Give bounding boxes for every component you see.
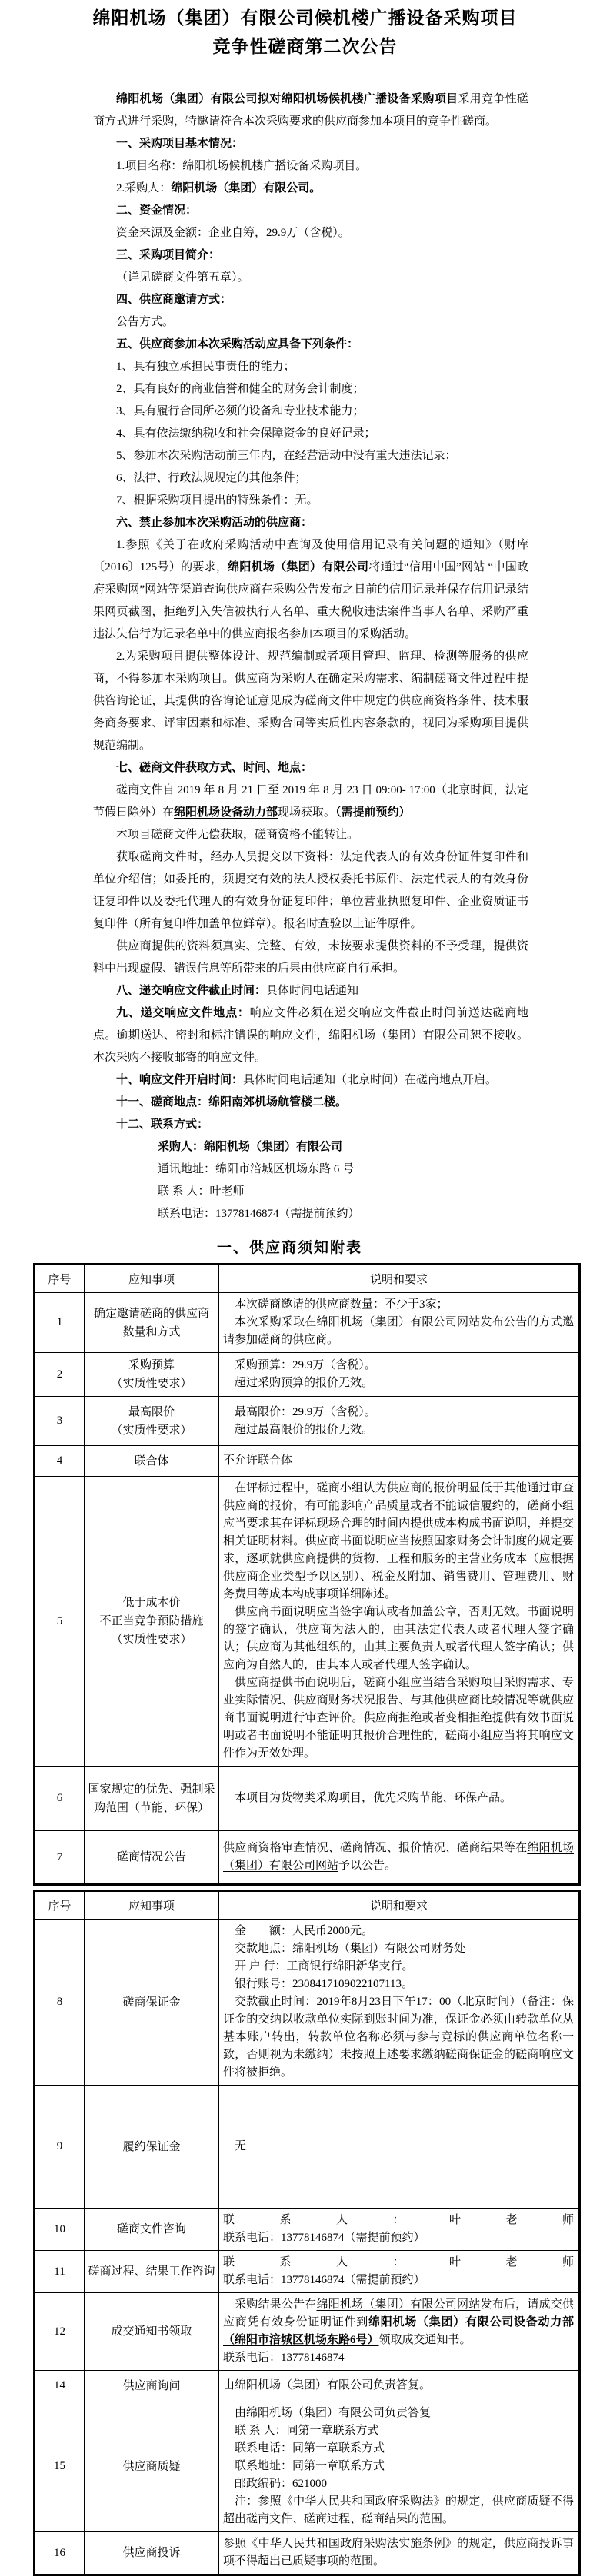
row-description — [219, 1446, 580, 1477]
text-run: 三、采购项目简介： — [116, 249, 221, 261]
cell-paragraph — [223, 1452, 574, 1470]
cell-paragraph — [223, 2405, 574, 2422]
doc-body — [93, 88, 528, 1225]
cell-paragraph — [223, 1940, 574, 1958]
text-run: 绵阳机场（集团）有限公司网站 — [316, 2298, 481, 2311]
paragraph — [93, 534, 528, 646]
row-item — [85, 2293, 219, 2371]
text-run: 联系人：叶老师 — [223, 2214, 574, 2226]
text-run: 领取成交通知书。 — [378, 2334, 472, 2346]
cell-paragraph — [223, 1480, 574, 1604]
paragraph — [93, 356, 528, 378]
text-run: 供应商资格审查情况、磋商情况、报价情况、磋商结果等在 — [223, 1842, 528, 1854]
text-run: 银行账号：2308417109022107113。 — [235, 1978, 413, 1990]
text-run: 数量和方式 — [122, 1325, 181, 1338]
text-run: 成交通知书领取 — [111, 2325, 192, 2338]
paragraph — [93, 222, 528, 244]
text-run: 1.参照《关于在政府采购活动中查询及使用信用记录有关问题的通知》（财库〔2016〕125号）的要求， — [93, 539, 528, 573]
paragraph — [93, 846, 528, 936]
section-heading — [93, 244, 528, 267]
table-row — [35, 2209, 580, 2251]
row-description — [219, 2293, 580, 2371]
suppliers-notice-table-2 — [33, 1890, 581, 2576]
text-run: 供应商询问 — [122, 2379, 181, 2392]
table-row — [35, 1446, 580, 1477]
text-run: 联系电话：13778146874（需提前预约） — [158, 1208, 360, 1220]
text-run: 绵阳机场（集团）有限公司。 — [171, 182, 322, 194]
section-heading — [93, 512, 528, 534]
text-run: 2、具有良好的商业信誉和健全的财务会计制度； — [116, 383, 365, 395]
row-item — [85, 2209, 219, 2251]
row-item — [85, 1920, 219, 2086]
paragraph — [93, 401, 528, 423]
suppliers-notice-table-1 — [33, 1263, 581, 1886]
text-run: 具体时间电话通知（北京时间）在磋商地点开启。 — [243, 1074, 498, 1086]
text-run: 联系地址：同第一章联系方式 — [235, 2460, 385, 2472]
text-run: 采购结果公告在 — [235, 2298, 317, 2311]
row-number: 8 — [35, 1920, 85, 2086]
text-run: 绵阳机场（集团）有限公司设备动力部（绵阳市涪城区机场东路6号） — [223, 2316, 574, 2346]
text-run: 注：参照《中华人民共和国政府采购法》的规定，供应商质疑不得超出磋商文件、磋商过程、磋商结果的范围。 — [223, 2495, 574, 2525]
paragraph — [93, 267, 528, 289]
row-item — [85, 2401, 219, 2532]
text-run: 采购预算：29.9万（含税）。 — [235, 1359, 376, 1371]
text-run: 6、法律、行政法规规定的其他条件； — [116, 472, 307, 484]
row-number: 12 — [35, 2293, 85, 2371]
paragraph — [93, 646, 528, 757]
text-run: 最高限价 — [128, 1405, 175, 1418]
text-run: 2.为采购项目提供整体设计、规范编制或者项目管理、监理、检测等服务的供应商，不得参加本采购项目。供应商为采购人在确定采购需求、编制磋商文件过程中提供咨询论证，其提供的咨询论证意见成为磋商文件中规定的供应商资格条件、技术服务商务要求、评审因素和标准、采购合同等实质性内容条款的，视同为采购项目提供规范编制。 — [93, 650, 528, 752]
text-run: 一、采购项目基本情况： — [116, 138, 244, 150]
table-row — [35, 1767, 580, 1831]
text-run: 联合体 — [134, 1454, 169, 1467]
cell-paragraph — [223, 1604, 574, 1674]
text-run: 现场获取。 — [278, 806, 336, 819]
row-item — [85, 1353, 219, 1397]
paragraph — [93, 490, 528, 512]
table-row — [35, 1831, 580, 1885]
doc-title-line2: 竞争性磋商第二次公告 — [212, 37, 398, 56]
cell-paragraph — [223, 2254, 574, 2289]
table-row — [35, 2251, 580, 2293]
text-run: 1、具有独立承担民事责任的能力； — [116, 361, 295, 373]
column-header: 应知事项 — [85, 1265, 219, 1293]
paragraph — [93, 1136, 528, 1158]
text-run: 联 系 人：叶老师 — [158, 1185, 245, 1198]
cell-paragraph — [223, 1840, 574, 1875]
row-item — [85, 1397, 219, 1446]
row-item — [85, 2086, 219, 2209]
text-run: 交款地点：绵阳机场（集团）有限公司财务处 — [235, 1943, 466, 1955]
text-run: 联系电话：13778146874 — [223, 2352, 345, 2364]
text-run: 十、响应文件开启时间： — [116, 1074, 244, 1086]
text-run: 绵阳机场（集团）有限公司网站发布公告 — [316, 1316, 528, 1328]
paragraph — [93, 1114, 528, 1136]
paragraph — [93, 445, 528, 467]
text-run: 无 — [235, 2140, 247, 2152]
text-run: 十二、联系方式： — [116, 1118, 209, 1131]
section-heading — [93, 334, 528, 356]
row-description — [219, 1353, 580, 1397]
row-number: 11 — [35, 2251, 85, 2293]
text-run — [574, 2214, 610, 2226]
text-run — [574, 2256, 610, 2269]
row-description — [219, 2209, 580, 2251]
row-description — [219, 1397, 580, 1446]
text-run: （实质性要求） — [111, 1634, 192, 1646]
section-heading — [93, 133, 528, 155]
paragraph — [93, 1203, 528, 1225]
row-number: 5 — [35, 1477, 85, 1767]
row-item — [85, 2371, 219, 2401]
text-run: 4、具有依法缴纳税收和社会保障资金的良好记录； — [116, 427, 376, 440]
cell-paragraph — [223, 2440, 574, 2458]
text-run: 磋商情况公告 — [116, 1851, 186, 1863]
row-description — [219, 1477, 580, 1767]
text-run: 二、资金情况： — [116, 204, 198, 217]
row-number: 6 — [35, 1767, 85, 1831]
row-number: 16 — [35, 2532, 85, 2575]
text-run: 超过最高限价的报价无效。 — [235, 1423, 374, 1436]
paragraph — [93, 467, 528, 490]
text-run: 由绵阳机场（集团）有限公司负责答复。 — [223, 2379, 432, 2392]
row-number: 7 — [35, 1831, 85, 1885]
text-run: 邮政编码：621000 — [235, 2478, 328, 2490]
table-title: 一、供应商须知附表 — [216, 1240, 362, 1256]
cell-paragraph — [223, 2475, 574, 2493]
paragraph — [93, 1069, 528, 1092]
text-run: 磋商文件自 2019 年 8 月 21 日至 2019 年 8 月 23 日 09:00- 17:00（北京时间，法定节假日除外）在 — [93, 784, 528, 819]
row-number: 14 — [35, 2371, 85, 2401]
text-run: 磋商过程、结果工作咨询 — [88, 2265, 215, 2278]
table-row — [35, 1293, 580, 1353]
cell-paragraph — [223, 1993, 574, 2082]
text-run: 五、供应商参加本次采购活动应具备下列条件： — [116, 338, 359, 351]
row-description — [219, 1920, 580, 2086]
paragraph — [93, 824, 528, 846]
text-run: 国家规定的优先、强制采购范围（节能、环保） — [88, 1783, 215, 1814]
text-run: 具体时间电话通知 — [266, 985, 359, 997]
row-number: 15 — [35, 2401, 85, 2532]
text-run: 联 系 人：同第一章联系方式 — [235, 2425, 379, 2437]
text-run: 通讯地址：绵阳市涪城区机场东路 6 号 — [158, 1163, 355, 1175]
table-header-row — [35, 1265, 580, 1293]
row-number: 3 — [35, 1397, 85, 1446]
text-run: （实质性要求） — [111, 1424, 192, 1437]
text-run: 联系电话：13778146874（需提前预约） — [223, 2232, 425, 2244]
text-run: 采购人：绵阳机场（集团）有限公司 — [158, 1141, 343, 1153]
paragraph — [93, 88, 528, 133]
row-number: 1 — [35, 1293, 85, 1353]
paragraph — [93, 311, 528, 334]
row-item — [85, 1293, 219, 1353]
doc-title-line1: 绵阳机场（集团）有限公司候机楼广播设备采购项目 — [92, 8, 518, 28]
text-run: 十一、磋商地点：绵阳南郊机场航管楼二楼。 — [116, 1096, 348, 1109]
cell-paragraph — [223, 1357, 574, 1374]
text-run: 绵阳机场（集团）有限公司 — [228, 561, 369, 573]
text-run: 供应商提供的资料须真实、完整、有效，未按要求提供资料的不予受理，提供资料中出现虚假、错误信息等所带来的后果由供应商自行承担。 — [93, 940, 528, 975]
cell-paragraph — [223, 1923, 574, 1940]
column-header: 说明和要求 — [219, 1265, 580, 1293]
text-run: 低于成本价 — [122, 1597, 181, 1609]
table-row — [35, 2293, 580, 2371]
text-run: 发布后，请成交供应商凭有效身份证明证件到 — [223, 2298, 574, 2328]
cell-paragraph — [223, 1374, 574, 1392]
table-row — [35, 1397, 580, 1446]
row-description — [219, 2251, 580, 2293]
text-run: 磋商文件咨询 — [116, 2223, 186, 2235]
paragraph — [93, 936, 528, 980]
text-run: 本次采购采取在 — [235, 1316, 317, 1328]
cell-paragraph — [223, 2377, 574, 2395]
text-run: （详见磋商文件第五章）。 — [116, 271, 249, 284]
table-row — [35, 1353, 580, 1397]
row-item — [85, 1477, 219, 1767]
text-run: 交款截止时间：2019年8月23日下午17：00（北京时间）（备注：保证金的交纳以收款单位实际到账时间为准，保证金必须由转款单位从基本账户转出，转款单位名称必须与参与竞标的供应商单位名称一致，否则视为未缴纳）未按照上述要求缴纳磋商保证金的磋商响应文件将被拒绝。 — [223, 1996, 574, 2079]
text-run: 5、参加本次采购活动前三年内，在经营活动中没有重大违法记录； — [116, 450, 457, 462]
row-description — [219, 2401, 580, 2532]
cell-paragraph — [223, 2296, 574, 2349]
row-description — [219, 1831, 580, 1885]
paragraph — [93, 980, 528, 1002]
paragraph — [93, 1092, 528, 1114]
text-run: 响应文件必须在递交响应文件截止时间前送达磋商地点。逾期送达、密封和标注错误的响应文件，绵阳机场（集团）有限公司恕不接收。本次采购不接收邮寄的响应文件。 — [93, 1007, 528, 1064]
row-item — [85, 2251, 219, 2293]
cell-paragraph — [223, 1976, 574, 1993]
cell-paragraph — [223, 2349, 574, 2367]
paragraph — [93, 155, 528, 178]
text-run: 2.采购人： — [116, 182, 172, 194]
cell-paragraph — [223, 1790, 574, 1807]
table-header-row — [35, 1891, 580, 1920]
text-run: 联系电话：同第一章联系方式 — [235, 2442, 385, 2455]
cell-paragraph — [223, 2493, 574, 2528]
row-item — [85, 1446, 219, 1477]
text-run: 予以公告。 — [338, 1860, 397, 1872]
text-run: 联系人：叶老师 — [223, 2256, 574, 2269]
table-row — [35, 2371, 580, 2401]
table-row — [35, 1920, 580, 2086]
row-item — [85, 1767, 219, 1831]
row-item — [85, 1831, 219, 1885]
cell-paragraph — [223, 1674, 574, 1763]
table-row — [35, 2401, 580, 2532]
column-header: 应知事项 — [85, 1891, 219, 1920]
text-run: （实质性要求） — [111, 1378, 192, 1390]
text-run: 供应商书面说明应当签字确认或者加盖公章，否则无效。书面说明的签字确认，供应商为法人的，由其法定代表人或者代理人签字确认；供应商为其他组织的，由其主要负责人或者代理人签字确认；供应商为自然人的，由其本人或者代理人签字确认。 — [223, 1606, 574, 1671]
cell-paragraph — [223, 1314, 574, 1349]
row-description — [219, 2371, 580, 2401]
text-run: 本项目为货物类采购项目，优先采购节能、环保产品。 — [235, 1792, 512, 1804]
text-run: 将通过“信用中国”网站 “中国政府采购网”网站等渠道查询供应商在采购公告发布之日前的信用记录并保存信用记录结果网页截图，拒绝列入失信被执行人名单、重大税收违法案件当事人名单、采购严重违法失信行为记录名单中的供应商报名参加本项目的采购活动。 — [93, 561, 528, 640]
text-run: （需提前预约） — [335, 806, 411, 819]
text-run: 由绵阳机场（集团）有限公司负责答复 — [235, 2407, 432, 2419]
table-row — [35, 2086, 580, 2209]
text-run: 本项目磋商文件无偿获取，磋商资格不能转让。 — [116, 829, 359, 841]
text-run: 最高限价：29.9万（含税）。 — [235, 1405, 376, 1418]
text-run: 供应商投诉 — [122, 2547, 181, 2559]
row-number: 4 — [35, 1446, 85, 1477]
text-run: 联系电话：13778146874（需提前预约） — [223, 2274, 425, 2286]
column-header: 说明和要求 — [219, 1891, 580, 1920]
row-item — [85, 2532, 219, 2575]
text-run: 资金来源及金额：企业自筹，29.9万（含税）。 — [116, 227, 350, 239]
paragraph — [93, 1002, 528, 1069]
table-row — [35, 1477, 580, 1767]
cell-paragraph — [223, 2212, 574, 2247]
cell-paragraph — [223, 2458, 574, 2475]
text-run: 采用竞争性磋商方式进行采购，特邀请符合本次采购要求的供应商参加本项目的竞争性磋商。 — [93, 93, 528, 128]
text-run: 绵阳机场（集团）有限公司网站 — [223, 1842, 574, 1872]
text-run: 超过采购预算的报价无效。 — [235, 1377, 374, 1389]
text-run: 八、递交响应文件截止时间： — [116, 985, 267, 997]
text-run: 供应商提供书面说明后，磋商小组应当结合采购项目采购需求、专业实际情况、供应商财务状况报告、与其他供应商比较情况等就供应商书面说明进行审查评价。供应商拒绝或者变相拒绝提供有效书面说明或者书面说明不能证明其报价合理性的，磋商小组应当将其响应文件作为无效处理。 — [223, 1677, 574, 1760]
text-run: 获取磋商文件时，经办人员提交以下资料：法定代表人的有效身份证件复印件和单位介绍信；如委托的，须提交有效的法人授权委托书原件、法定代表人的有效身份证复印件以及委托代理人的有效身份证复印件；单位营业执照复印件、企业资质证书复印件（所有复印件加盖单位鲜章）。报名时查验以上证件原件。 — [93, 851, 528, 930]
column-header: 序号 — [35, 1891, 85, 1920]
row-number: 9 — [35, 2086, 85, 2209]
row-description — [219, 1293, 580, 1353]
section-heading — [93, 757, 528, 779]
section-heading — [93, 289, 528, 311]
text-run: 九、递交响应文件地点： — [116, 1007, 250, 1019]
paragraph — [93, 779, 528, 824]
text-run: 采购预算 — [128, 1359, 175, 1371]
paragraph — [93, 378, 528, 401]
text-run: 在评标过程中，磋商小组认为供应商的报价明显低于其他通过审查供应商的报价，有可能影响产品质量或者不能诚信履约的，磋商小组应当要求其在评标现场合理的时间内提供成本构成书面说明，并提交相关证明材料。供应商书面说明应当按照国家财务会计制度的规定要求，逐项就供应商提供的货物、工程和服务的主营业务成本（应根据供应商企业类型予以区别）、税金及附加、销售费用、管理费用、财务费用等成本构成事项详细陈述。 — [223, 1482, 574, 1600]
cell-paragraph — [223, 1296, 574, 1314]
text-run: 磋商保证金 — [122, 1996, 181, 2009]
text-run: 确定邀请磋商的供应商 — [93, 1307, 209, 1320]
row-number: 2 — [35, 1353, 85, 1397]
text-run: 不允许联合体 — [223, 1454, 293, 1467]
cell-paragraph — [223, 2138, 574, 2156]
paragraph — [93, 1181, 528, 1203]
paragraph — [93, 423, 528, 445]
cell-paragraph — [223, 2422, 574, 2440]
text-run: 不正当竞争预防措施 — [99, 1615, 204, 1627]
cell-paragraph — [223, 1404, 574, 1421]
text-run: 7、根据采购项目提出的特殊条件：无。 — [116, 494, 318, 507]
text-run: 绵阳机场候机楼广播设备采购项目 — [281, 93, 458, 105]
text-run: 四、供应商邀请方式： — [116, 294, 232, 306]
text-run: 公告方式。 — [116, 316, 175, 328]
text-run: 履约保证金 — [122, 2140, 181, 2153]
paragraph — [93, 1158, 528, 1181]
text-run: 的方式邀请参加磋商的供应商。 — [223, 1316, 574, 1346]
row-description — [219, 2532, 580, 2575]
text-run: 拟对 — [257, 93, 282, 105]
row-description — [219, 1767, 580, 1831]
text-run: 开 户 行：工商银行绵阳新华支行。 — [235, 1960, 414, 1973]
section-heading — [93, 200, 528, 222]
paragraph — [93, 178, 528, 200]
row-description — [219, 2086, 580, 2209]
text-run: 3、具有履行合同所必须的设备和专业技术能力； — [116, 405, 365, 417]
cell-paragraph — [223, 1958, 574, 1976]
text-run: 1.项目名称：绵阳机场候机楼广播设备采购项目。 — [116, 160, 368, 172]
text-run: 绵阳机场（集团）有限公司 — [116, 93, 258, 105]
text-run: 本次磋商邀请的供应商数量：不少于3家； — [235, 1298, 448, 1311]
text-run: 参照《中华人民共和国政府采购法实施条例》的规定，供应商投诉事项不得超出已质疑事项的范围。 — [223, 2538, 574, 2568]
text-run: 金 额：人民币2000元。 — [235, 1925, 374, 1937]
column-header: 序号 — [35, 1265, 85, 1293]
text-run: 供应商质疑 — [122, 2460, 181, 2473]
text-run: 六、禁止参加本次采购活动的供应商： — [116, 517, 313, 529]
row-number: 10 — [35, 2209, 85, 2251]
text-run: 绵阳机场设备动力部 — [174, 806, 278, 819]
suppliers-notice-tables — [0, 1263, 610, 2576]
text-run: 七、磋商文件获取方式、时间、地点： — [116, 762, 313, 774]
cell-paragraph — [223, 1421, 574, 1439]
cell-paragraph — [223, 2535, 574, 2571]
table-row — [35, 2532, 580, 2575]
